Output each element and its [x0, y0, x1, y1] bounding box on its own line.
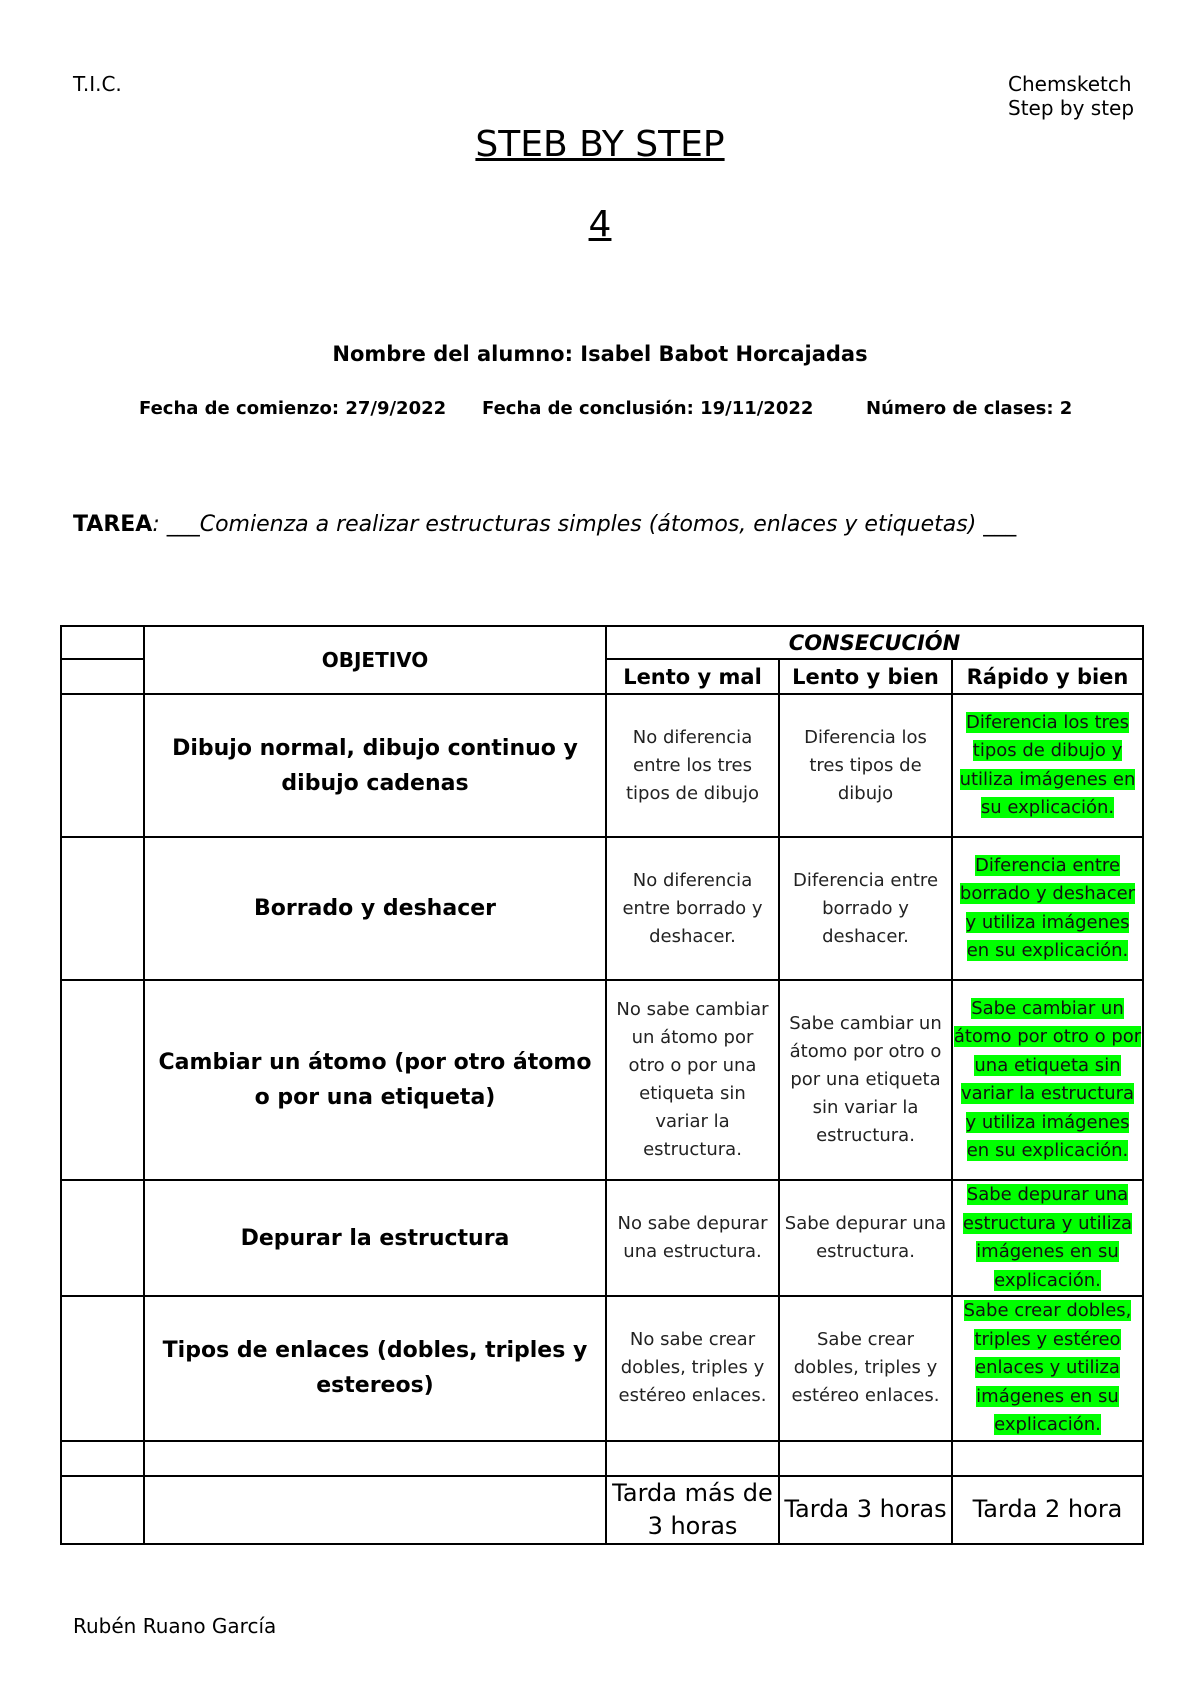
table-row: [61, 1296, 1143, 1441]
time-slow-bad: Tarda más de 3 horas: [606, 1476, 779, 1544]
objective-header: OBJETIVO: [144, 626, 606, 694]
class-count: Número de clases: 2: [866, 398, 1073, 419]
fast-good-cell: [952, 1296, 1143, 1441]
empty-cell: [144, 1441, 606, 1476]
table-row: [61, 1180, 1143, 1296]
fast-good-cell: [952, 837, 1143, 980]
slow-bad-cell: No sabe cambiar un átomo por otro o por una etiqueta sin variar la estructura.: [606, 980, 779, 1180]
empty-cell: [61, 1476, 144, 1544]
table-header-row: [61, 626, 1143, 659]
highlighted-text: Sabe crear dobles, triples y estéreo enlaces y utiliza imágenes en su explicación.: [963, 1300, 1132, 1435]
empty-cell: [606, 1441, 779, 1476]
empty-cell: [61, 694, 144, 837]
table-row: [61, 694, 1143, 837]
highlighted-text: Sabe cambiar un átomo por otro o por una etiqueta sin variar la estructura y utiliza imágenes en su explicación.: [953, 997, 1142, 1161]
fast-good-cell: [952, 1180, 1143, 1296]
level-fast-good: Rápido y bien: [952, 659, 1143, 694]
slow-bad-cell: No diferencia entre los tres tipos de dibujo: [606, 694, 779, 837]
empty-cell: [779, 1441, 952, 1476]
slow-good-cell: Sabe crear dobles, triples y estéreo enlaces.: [779, 1296, 952, 1441]
slow-good-cell: Sabe cambiar un átomo por otro o por una etiqueta sin variar la estructura.: [779, 980, 952, 1180]
step-number: 4: [588, 204, 612, 245]
time-fast-good: Tarda 2 hora: [952, 1476, 1143, 1544]
slow-bad-cell: No sabe depurar una estructura.: [606, 1180, 779, 1296]
slow-bad-cell: No diferencia entre borrado y deshacer.: [606, 837, 779, 980]
objective-cell: Tipos de enlaces (dobles, triples y estereos): [144, 1296, 606, 1441]
level-slow-good: Lento y bien: [779, 659, 952, 694]
header-right: [1008, 72, 1134, 120]
table-row: [61, 980, 1143, 1180]
consecution-header: CONSECUCIÓN: [606, 626, 1143, 659]
rubric-table: [60, 625, 1144, 1545]
student-name: Nombre del alumno: Isabel Babot Horcajadas: [332, 342, 868, 366]
empty-cell: [144, 1476, 606, 1544]
slow-good-cell: Diferencia los tres tipos de dibujo: [779, 694, 952, 837]
highlighted-text: Sabe depurar una estructura y utiliza imágenes en su explicación.: [962, 1184, 1133, 1291]
empty-cell: [61, 1296, 144, 1441]
time-slow-good: Tarda 3 horas: [779, 1476, 952, 1544]
objective-cell: Depurar la estructura: [144, 1180, 606, 1296]
page-title: STEB BY STEP: [475, 124, 725, 165]
empty-cell: [61, 1180, 144, 1296]
table-empty-row: [61, 1441, 1143, 1476]
fast-good-cell: [952, 980, 1143, 1180]
table-time-row: [61, 1476, 1143, 1544]
slow-good-cell: Sabe depurar una estructura.: [779, 1180, 952, 1296]
table-row: [61, 837, 1143, 980]
empty-cell: [61, 837, 144, 980]
objective-cell: Dibujo normal, dibujo continuo y dibujo cadenas: [144, 694, 606, 837]
objective-cell: Cambiar un átomo (por otro átomo o por una etiqueta): [144, 980, 606, 1180]
author-footer: Rubén Ruano García: [73, 1614, 277, 1638]
slow-bad-cell: No sabe crear dobles, triples y estéreo enlaces.: [606, 1296, 779, 1441]
task-label: TAREA: [73, 512, 153, 537]
slow-good-cell: Diferencia entre borrado y deshacer.: [779, 837, 952, 980]
header-subject: T.I.C.: [73, 72, 122, 96]
empty-cell: [61, 1441, 144, 1476]
header-app: Chemsketch: [1008, 72, 1132, 96]
header-subtitle: Step by step: [1008, 96, 1135, 120]
start-date: Fecha de comienzo: 27/9/2022: [139, 398, 447, 419]
task-line: [73, 512, 1016, 537]
highlighted-text: Diferencia entre borrado y deshacer y utiliza imágenes en su explicación.: [959, 854, 1136, 961]
objective-cell: Borrado y deshacer: [144, 837, 606, 980]
task-text: : ___Comienza a realizar estructuras simples (átomos, enlaces y etiquetas) ___: [152, 512, 1017, 537]
empty-cell: [952, 1441, 1143, 1476]
highlighted-text: Diferencia los tres tipos de dibujo y utiliza imágenes en su explicación.: [959, 711, 1136, 818]
end-date: Fecha de conclusión: 19/11/2022: [482, 398, 814, 419]
empty-cell: [61, 980, 144, 1180]
empty-cell: [61, 626, 144, 659]
empty-cell: [61, 659, 144, 694]
level-slow-bad: Lento y mal: [606, 659, 779, 694]
fast-good-cell: [952, 694, 1143, 837]
